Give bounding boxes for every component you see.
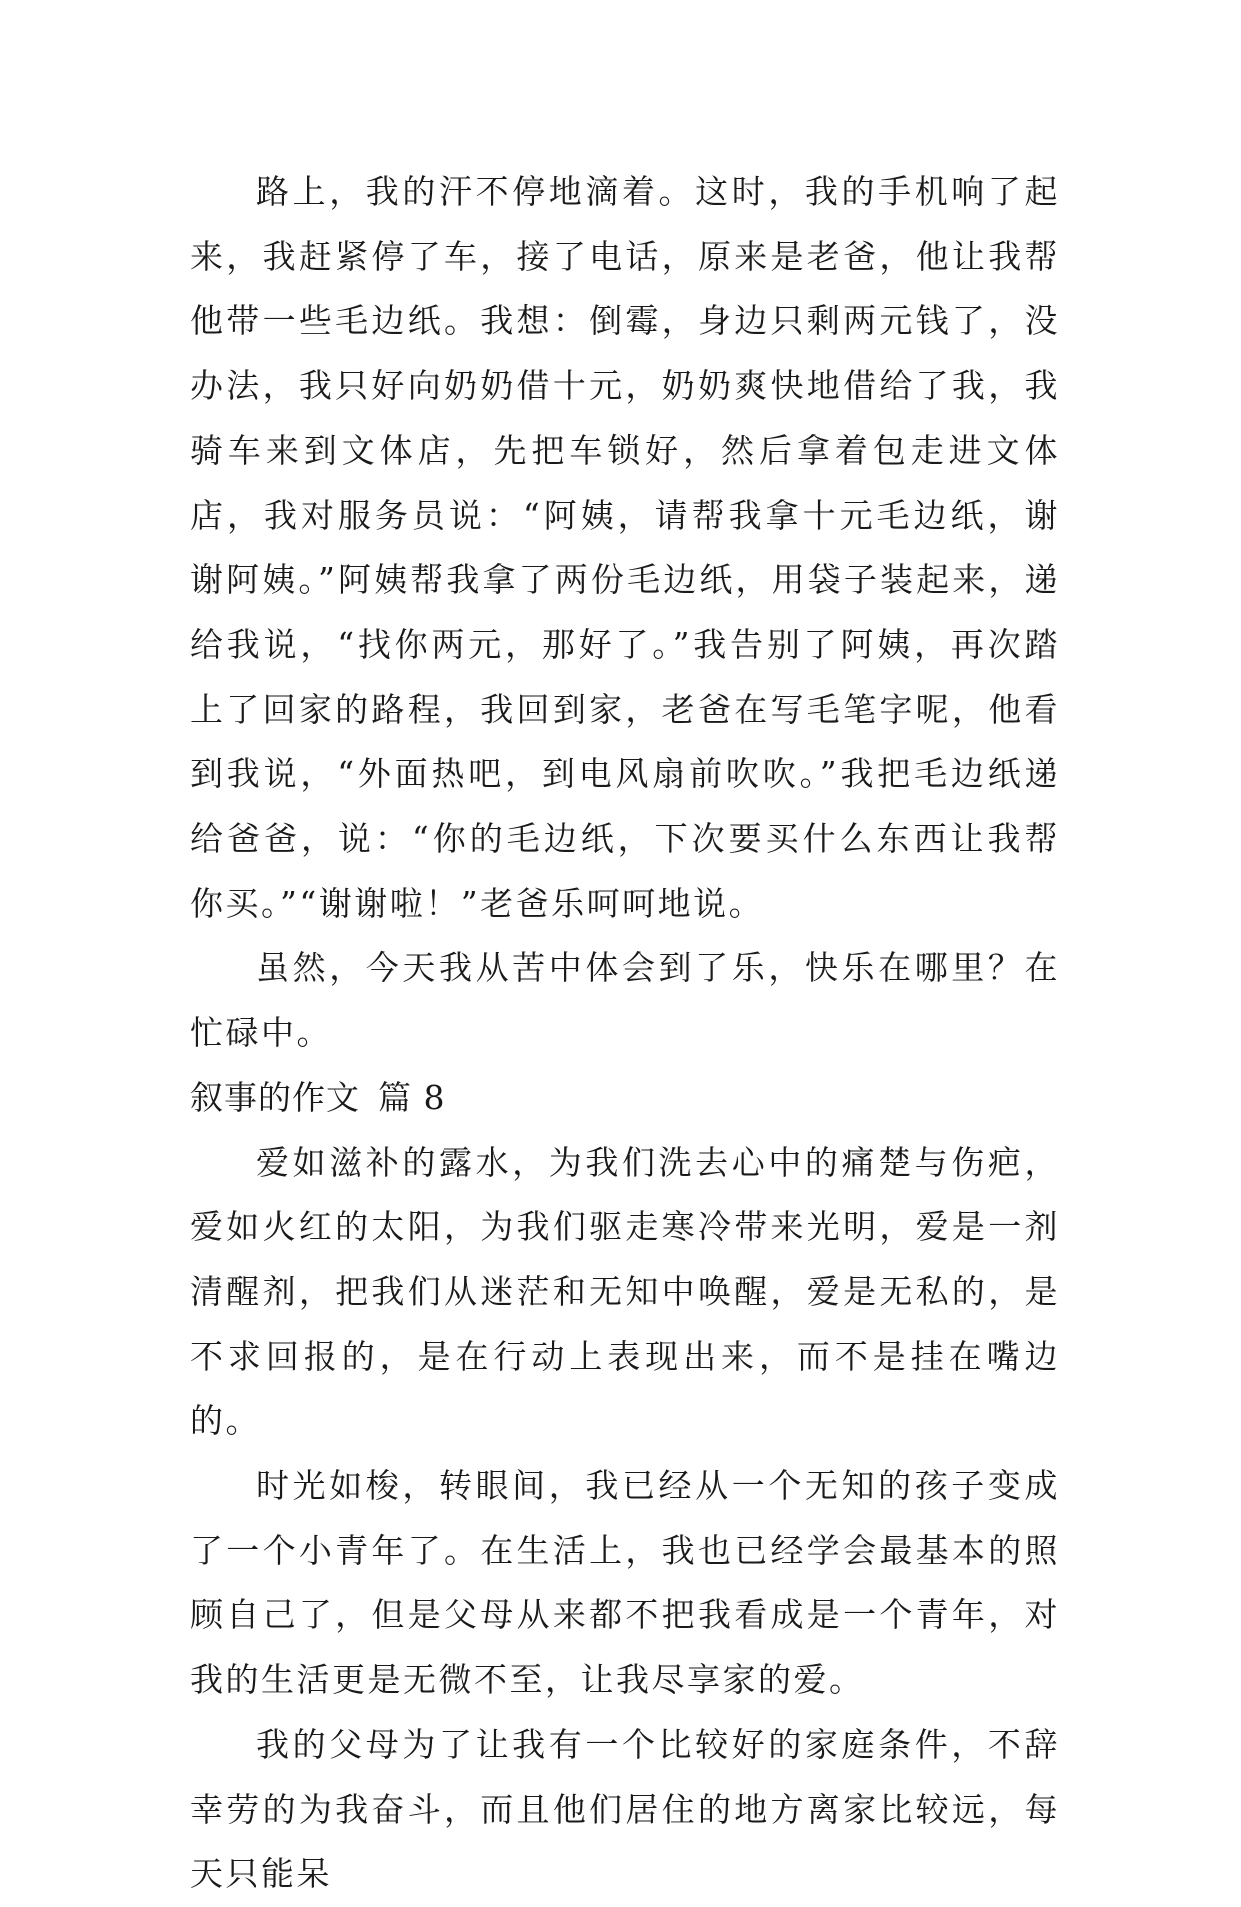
paragraph: 我的父母为了让我有一个比较好的家庭条件，不辞幸劳的为我奋斗，而且他们居住的地方离家比较远，每天只能呆 xyxy=(190,1724,1060,1894)
section-heading-title: 叙事的作文 xyxy=(190,1077,360,1117)
document-body xyxy=(190,160,1060,1907)
section-heading xyxy=(190,1066,1060,1131)
paragraph: 虽然，今天我从苦中体会到了乐，快乐在哪里？在忙碌中。 xyxy=(190,948,1060,1053)
paragraph: 时光如梭，转眼间，我已经从一个无知的孩子变成了一个小青年了。在生活上，我也已经学会最基本的照顾自己了，但是父母从来都不把我看成是一个青年，对我的生活更是无微不至，让我尽享家的爱。 xyxy=(190,1466,1060,1700)
paragraph: 路上，我的汗不停地滴着。这时，我的手机响了起来，我赶紧停了车，接了电话，原来是老爸，他让我帮他带一些毛边纸。我想：倒霉，身边只剩两元钱了，没办法，我只好向奶奶借十元，奶奶爽快地借给了我，我骑车来到文体店，先把车锁好，然后拿着包走进文体店，我对服务员说：“阿姨，请帮我拿十元毛边纸，谢谢阿姨。”阿姨帮我拿了两份毛边纸，用袋子装起来，递给我说，“找你两元，那好了。”我告别了阿姨，再次踏上了回家的路程，我回到家，老爸在写毛笔字呢，他看到我说，“外面热吧，到电风扇前吹吹。”我把毛边纸递给爸爸，说：“你的毛边纸，下次要买什么东西让我帮你买。”“谢谢啦！”老爸乐呵呵地说。 xyxy=(190,172,1060,923)
section-heading-number: 篇 8 xyxy=(378,1077,446,1117)
paragraph: 爱如滋补的露水，为我们洗去心中的痛楚与伤疤，爱如火红的太阳，为我们驱走寒冷带来光明，爱是一剂清醒剂，把我们从迷茫和无知中唤醒，爱是无私的，是不求回报的，是在行动上表现出来，而不是挂在嘴边的。 xyxy=(190,1142,1060,1441)
